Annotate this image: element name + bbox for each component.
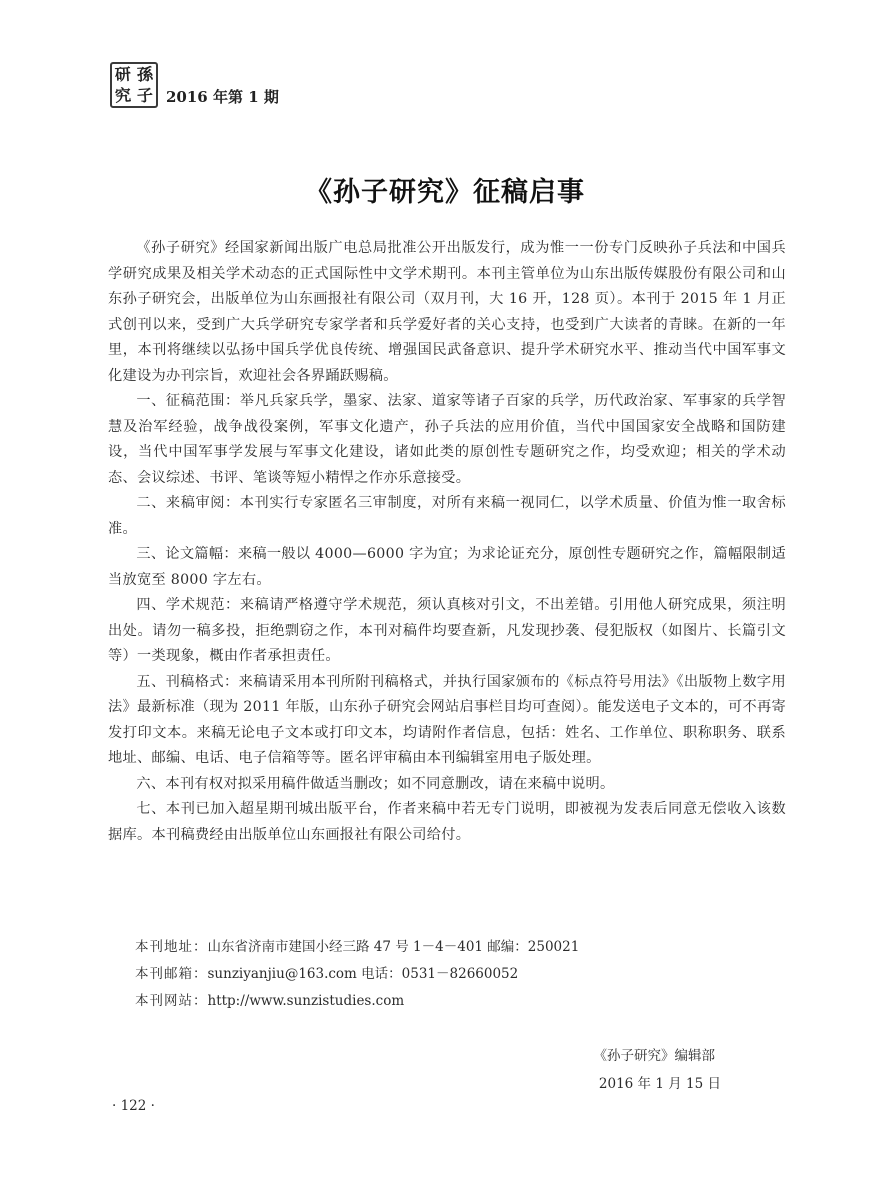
section-length: 三、论文篇幅：来稿一般以 4000—6000 字为宜；为求论证充分，原创性专题研究之作，篇幅限制适当放宽至 8000 字左右。 xyxy=(108,546,786,588)
address-row xyxy=(135,934,579,961)
logo-seal-glyphs xyxy=(112,64,156,106)
address-value: 山东省济南市建国小经三路 47 号 1－4－401 邮编：250021 xyxy=(207,939,580,955)
section-review: 二、来稿审阅：本刊实行专家匿名三审制度，对所有来稿一视同仁，以学术质量、价值为惟一取舍标准。 xyxy=(108,495,786,537)
section-format: 五、刊稿格式：来稿请采用本刊所附刊稿格式，并执行国家颁布的《标点符号用法》《出版物上数字用法》最新标准（现为 2011 年版，山东孙子研究会网站启事栏目均可查阅）。能发送电子文本的，可不再寄发打印文本。来稿无论电子文本或打印文本，均请附作者信息，包括：姓名、工作单位、职称职务、联系地址、邮编、电话、电子信箱等等。匿名评审稿由本刊编辑室用电子版处理。 xyxy=(108,673,786,766)
intro-paragraph: 《孙子研究》经国家新闻出版广电总局批准公开出版发行，成为惟一一份专门反映孙子兵法和中国兵学研究成果及相关学术动态的正式国际性中文学术期刊。本刊主管单位为山东出版传媒股份有限公司和山东孙子研究会，出版单位为山东画报社有限公司（双月刊，大 16 开，128 页）。本刊于 2015 年 1 月正式创刊以来，受到广大兵学研究专家学者和兵学爱好者的关心支持，也受到广大读者的青睐。在新的一年里，本刊将继续以弘扬中国兵学优良传统、增强国民武备意识、提升学术研究水平、推动当代中国军事文化建设为办刊宗旨，欢迎社会各界踊跃赐稿。 xyxy=(108,240,786,384)
logo-char: 子 xyxy=(136,84,154,106)
email-row xyxy=(135,961,579,988)
section-scope: 一、征稿范围：举凡兵家兵学，墨家、法家、道家等诸子百家的兵学，历代政治家、军事家的兵学智慧及治军经验，战争战役案例，军事文化遗产，孙子兵法的应用价值，当代中国国家安全战略和国防建设，当代中国军事学发展与军事文化建设，诸如此类的原创性专题研究之作，均受欢迎；相关的学术动态、会议综述、书评、笔谈等短小精悍之作亦乐意接受。 xyxy=(108,393,786,486)
page-title: 《孙子研究》征稿启事 xyxy=(305,177,585,208)
logo-char: 研 xyxy=(114,63,132,85)
website-row xyxy=(135,988,579,1015)
page-header xyxy=(110,58,279,112)
page-number: · 122 · xyxy=(112,1098,155,1114)
logo-char: 孫 xyxy=(136,63,154,85)
signature-date: 2016 年 1 月 15 日 xyxy=(598,1076,721,1092)
website-value: http://www.sunzistudies.com xyxy=(207,993,405,1009)
journal-logo-seal xyxy=(110,62,158,108)
address-label: 本刊地址： xyxy=(135,939,208,955)
section-database: 七、本刊已加入超星期刊城出版平台，作者来稿中若无专门说明，即被视为发表后同意无偿收入该数据库。本刊稿费经由出版单位山东画报社有限公司给付。 xyxy=(108,801,786,843)
section-editing: 六、本刊有权对拟采用稿件做适当删改；如不同意删改，请在来稿中说明。 xyxy=(136,775,615,792)
article-body xyxy=(108,236,786,848)
website-label: 本刊网站： xyxy=(135,993,208,1009)
email-phone-value: sunziyanjiu@163.com 电话：0531－82660052 xyxy=(207,966,519,982)
editorial-dept: 《孙子研究》编辑部 xyxy=(593,1048,715,1064)
issue-label: 2016 年第 1 期 xyxy=(166,87,279,106)
email-label: 本刊邮箱： xyxy=(135,966,208,982)
logo-char: 究 xyxy=(114,84,132,106)
contact-block xyxy=(135,934,579,1015)
signature-block xyxy=(593,1042,721,1098)
section-norms: 四、学术规范：来稿请严格遵守学术规范，须认真核对引文，不出差错。引用他人研究成果，须注明出处。请勿一稿多投，拒绝剽窃之作，本刊对稿件均要查新，凡发现抄袭、侵犯版权（如图片、长篇引文等）一类现象，概由作者承担责任。 xyxy=(108,597,786,664)
